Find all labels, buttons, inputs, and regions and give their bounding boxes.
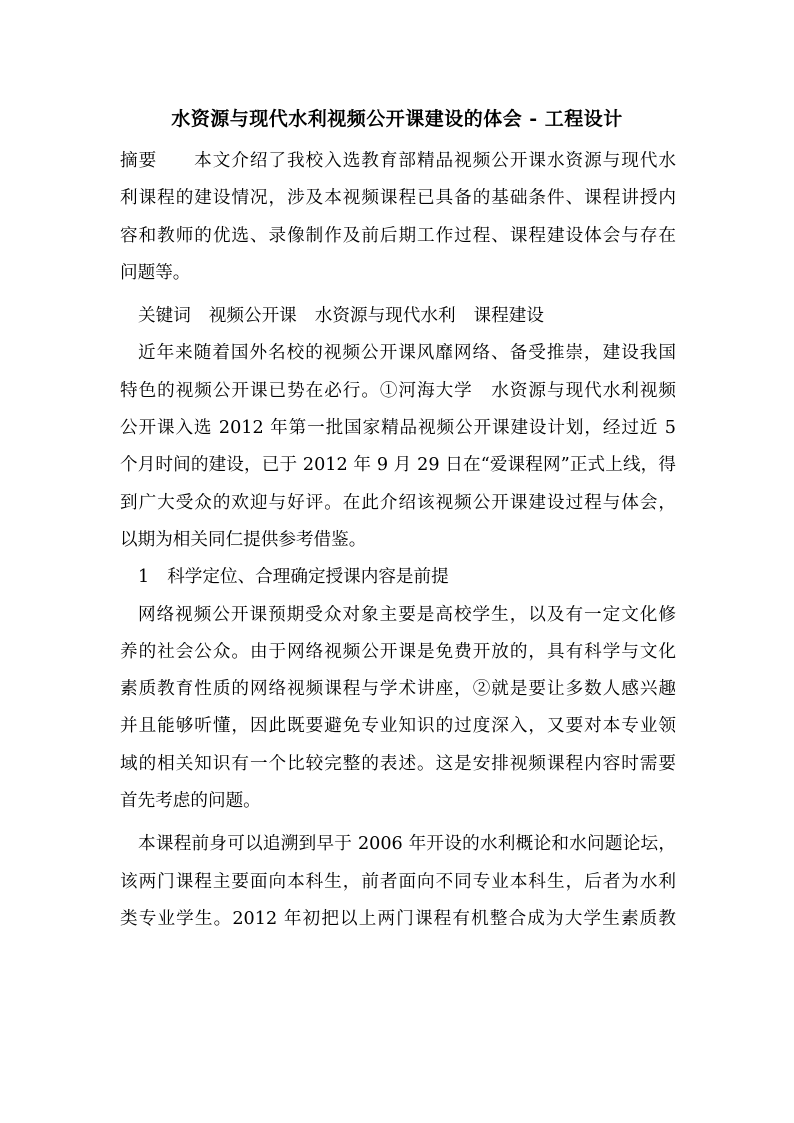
intro-line: 公开课入选 2012 年第一批国家精品视频公开课建设计划，经过近 5 bbox=[120, 418, 676, 439]
section-heading bbox=[120, 559, 676, 596]
keyword-item: 课程建设 bbox=[473, 306, 544, 327]
paragraph-line: 类专业学生。2012 年初把以上两门课程有机整合成为大学生素质教 bbox=[120, 908, 676, 929]
intro-line: 以期为相关同仁提供参考借鉴。 bbox=[120, 529, 367, 550]
abstract-line bbox=[120, 143, 676, 180]
abstract-label: 摘要 bbox=[120, 151, 158, 171]
abstract-text: 本文介绍了我校入选教育部精品视频公开课水资源与现代水 bbox=[193, 151, 676, 171]
keywords-label: 关键词 bbox=[138, 306, 191, 327]
section-paragraph bbox=[120, 826, 676, 938]
paragraph-line: 并且能够听懂，因此既要避免专业知识的过度深入，又要对本专业领 bbox=[120, 716, 676, 737]
keywords-line bbox=[120, 298, 676, 335]
document-body bbox=[120, 143, 676, 938]
paragraph-line: 域的相关知识有一个比较完整的表述。这是安排视频课程内容时需要 bbox=[120, 753, 676, 774]
abstract-paragraph bbox=[120, 143, 676, 292]
paragraph-line: 养的社会公众。由于网络视频公开课是免费开放的，具有科学与文化 bbox=[120, 641, 676, 662]
section-number: 1 bbox=[138, 567, 150, 588]
intro-line: 到广大受众的欢迎与好评。在此介绍该视频公开课建设过程与体会， bbox=[120, 492, 676, 513]
section-paragraph bbox=[120, 597, 676, 821]
paragraph-line: 该两门课程主要面向本科生，前者面向不同专业本科生，后者为水利 bbox=[120, 871, 676, 892]
intro-paragraph bbox=[120, 335, 676, 559]
intro-line: 近年来随着国外名校的视频公开课风靡网络、备受推崇，建设我国 bbox=[138, 343, 676, 364]
paragraph-line: 网络视频公开课预期受众对象主要是高校学生，以及有一定文化修 bbox=[138, 604, 676, 625]
abstract-line: 问题等。 bbox=[120, 262, 191, 283]
keyword-item: 视频公开课 bbox=[208, 306, 297, 327]
abstract-line: 利课程的建设情况，涉及本视频课程已具备的基础条件、课程讲授内 bbox=[120, 188, 676, 209]
paragraph-line: 首先考虑的问题。 bbox=[120, 791, 261, 812]
intro-line: 特色的视频公开课已势在必行。①河海大学 水资源与现代水利视频 bbox=[120, 380, 676, 401]
intro-line: 个月时间的建设，已于 2012 年 9 月 29 日在“爱课程网”正式上线，得 bbox=[120, 455, 676, 476]
paragraph-line: 素质教育性质的网络视频课程与学术讲座，②就是要让多数人感兴趣 bbox=[120, 679, 676, 700]
section-heading-text: 科学定位、合理确定授课内容是前提 bbox=[167, 567, 449, 588]
paragraph-line: 本课程前身可以追溯到早于 2006 年开设的水利概论和水问题论坛， bbox=[138, 834, 676, 855]
keyword-item: 水资源与现代水利 bbox=[314, 306, 456, 327]
abstract-line: 容和教师的优选、录像制作及前后期工作过程、课程建设体会与存在 bbox=[120, 225, 676, 246]
document-title: 水资源与现代水利视频公开课建设的体会 - 工程设计 bbox=[171, 108, 623, 130]
